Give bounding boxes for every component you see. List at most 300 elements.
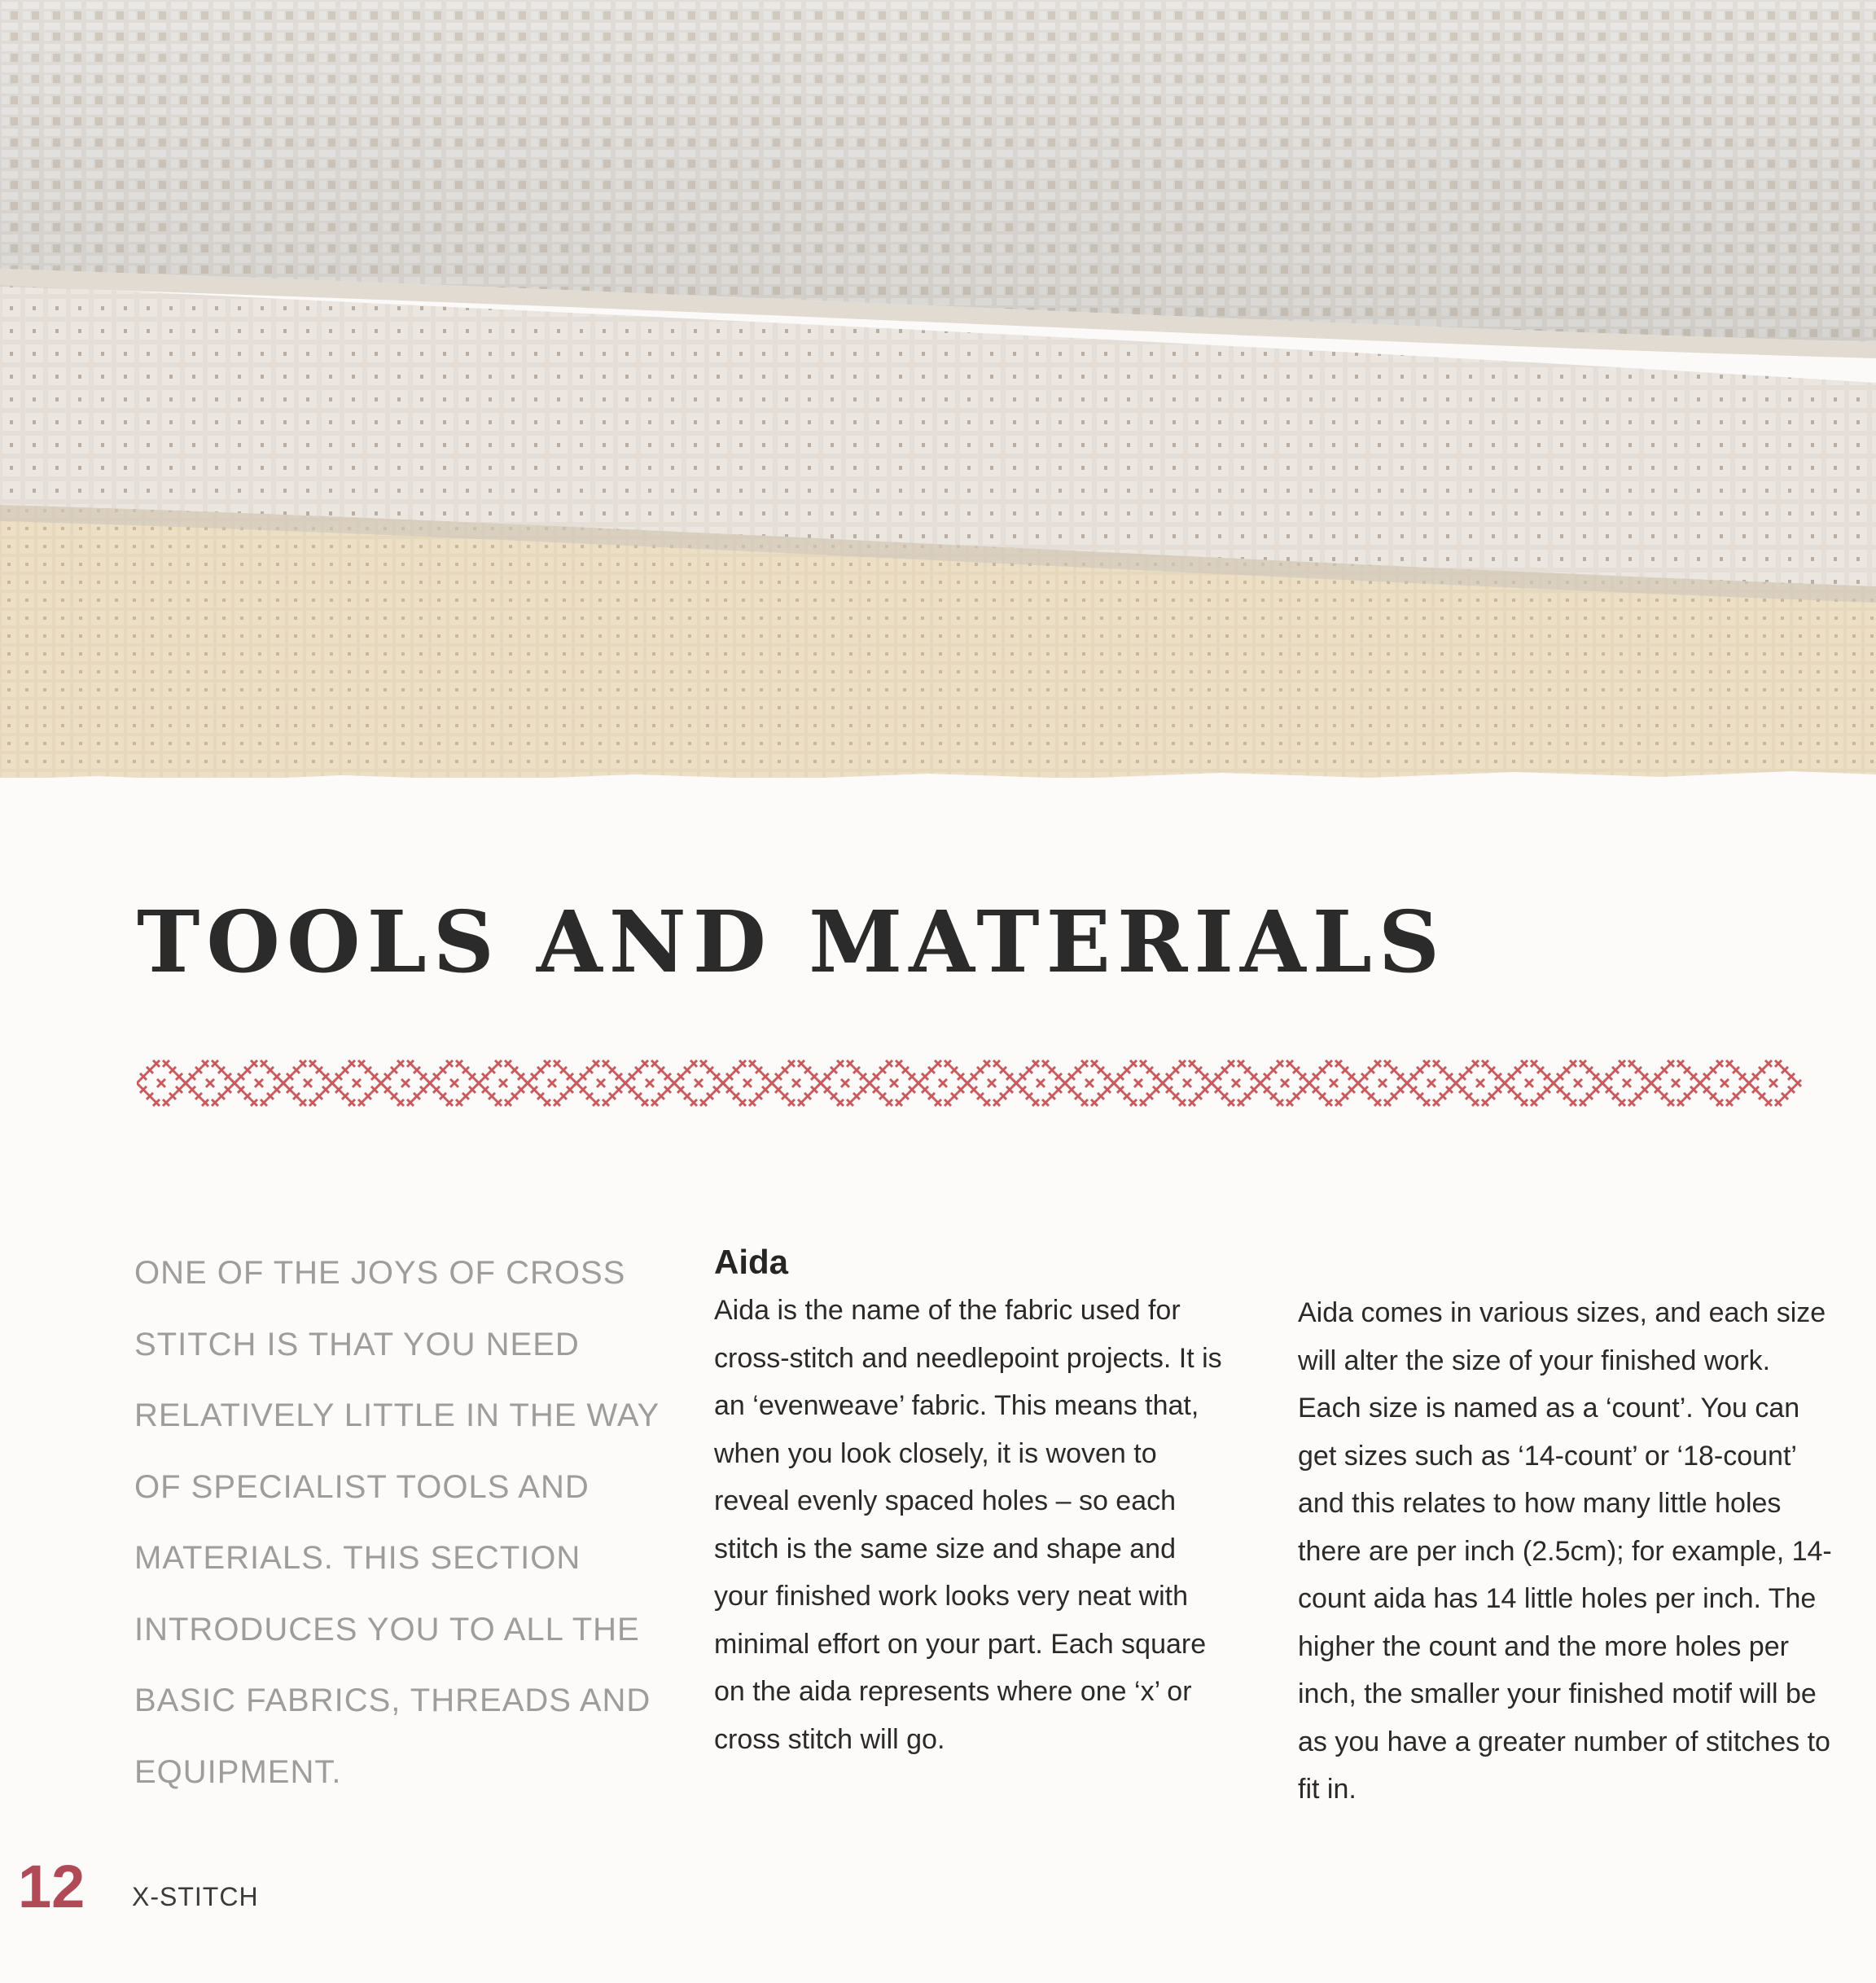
stitch-mark xyxy=(531,1086,537,1093)
stitch-mark xyxy=(1710,1067,1716,1073)
stitch-mark xyxy=(609,1093,616,1099)
stitch-mark xyxy=(202,1060,208,1067)
stitch-mark xyxy=(322,1086,329,1093)
stitch-mark xyxy=(658,1093,664,1099)
stitch-mark xyxy=(603,1060,609,1067)
stitch-mark xyxy=(482,1073,489,1080)
stitch-mark xyxy=(365,1067,371,1073)
stitch-mark xyxy=(1544,1073,1550,1080)
stitch-mark xyxy=(287,1073,293,1080)
stitch-mark xyxy=(1075,1067,1081,1073)
stitch-mark xyxy=(720,1080,726,1086)
stitch-mark xyxy=(909,1086,915,1093)
stitch-mark xyxy=(609,1067,616,1073)
stitch-mark xyxy=(622,1080,629,1086)
stitch-mark xyxy=(1628,1060,1635,1067)
stitch-mark xyxy=(1795,1080,1801,1086)
stitch-mark xyxy=(671,1080,677,1086)
stitch-mark xyxy=(971,1086,977,1093)
stitch-mark xyxy=(684,1067,690,1073)
stitch-mark xyxy=(586,1093,593,1099)
stitch-mark xyxy=(1690,1086,1697,1093)
stitch-mark xyxy=(646,1079,654,1087)
stitch-mark xyxy=(1221,1067,1228,1073)
stitch-mark xyxy=(1570,1099,1576,1106)
stitch-mark xyxy=(300,1099,306,1106)
stitch-mark xyxy=(945,1099,951,1106)
stitch-mark xyxy=(664,1073,671,1080)
stitch-mark xyxy=(1068,1073,1075,1080)
stitch-mark xyxy=(1032,1099,1039,1106)
stitch-mark xyxy=(726,1086,733,1093)
stitch-mark xyxy=(462,1093,469,1099)
stitch-mark xyxy=(212,1099,218,1106)
stitch-mark xyxy=(1586,1067,1593,1073)
stitch-mark xyxy=(593,1099,599,1106)
stitch-mark xyxy=(1006,1086,1013,1093)
stitch-mark xyxy=(397,1060,404,1067)
stitch-mark xyxy=(1655,1086,1661,1093)
stitch-mark xyxy=(586,1067,593,1073)
stitch-mark xyxy=(1391,1093,1397,1099)
stitch-mark xyxy=(537,1093,544,1099)
stitch-mark xyxy=(690,1099,697,1106)
stitch-mark xyxy=(1081,1060,1088,1067)
stitch-mark xyxy=(792,1079,800,1087)
stitch-mark xyxy=(1733,1067,1739,1073)
stitch-mark xyxy=(1635,1093,1642,1099)
stitch-mark xyxy=(251,1099,257,1106)
stitch-mark xyxy=(1397,1086,1404,1093)
stitch-mark xyxy=(1391,1067,1397,1073)
stitch-mark xyxy=(1342,1093,1348,1099)
stitch-mark xyxy=(1159,1080,1166,1086)
stitch-mark xyxy=(1244,1093,1251,1099)
stitch-mark xyxy=(1068,1086,1075,1093)
section-paragraph-1: Aida is the name of the fabric used for cross-stitch and needlepoint projects. It is an ‘evenweave’ fabric. This means that, when you look closely, it is woven to reveal evenly spaced holes – so each stitch is the same size and shape and your finished work looks very neat with minimal effort on your part. Each square on the aida represents where one ‘x’ or cross stitch will go. xyxy=(714,1295,1222,1755)
stitch-mark xyxy=(147,1067,153,1073)
stitch-mark xyxy=(316,1093,322,1099)
stitch-mark xyxy=(831,1093,837,1099)
stitch-mark xyxy=(860,1086,866,1093)
stitch-mark xyxy=(988,1079,996,1087)
stitch-mark xyxy=(1124,1067,1130,1073)
stitch-mark xyxy=(811,1073,817,1080)
stitch-mark xyxy=(629,1073,635,1080)
stitch-mark xyxy=(495,1060,502,1067)
stitch-mark xyxy=(1384,1099,1391,1106)
stitch-mark xyxy=(244,1067,251,1073)
stitch-mark xyxy=(1684,1093,1690,1099)
stitch-mark xyxy=(939,1079,947,1087)
stitch-mark xyxy=(958,1086,964,1093)
stitch-mark xyxy=(1326,1099,1332,1106)
stitch-mark xyxy=(1739,1073,1746,1080)
stitch-mark xyxy=(469,1086,476,1093)
stitch-mark xyxy=(1593,1086,1599,1093)
stitch-mark xyxy=(1202,1086,1208,1093)
stitch-mark xyxy=(1759,1093,1765,1099)
stitch-mark xyxy=(1739,1086,1746,1093)
stitch-mark xyxy=(524,1080,531,1086)
stitch-mark xyxy=(1326,1060,1332,1067)
stitch-mark xyxy=(1501,1080,1508,1086)
stitch-mark xyxy=(206,1079,214,1087)
stitch-mark xyxy=(935,1099,941,1106)
stitch-mark xyxy=(1521,1060,1528,1067)
stitch-mark xyxy=(945,1060,951,1067)
section-heading: Aida xyxy=(714,1243,789,1281)
stitch-mark xyxy=(1788,1086,1795,1093)
stitch-mark xyxy=(1690,1073,1697,1080)
stitch-mark xyxy=(726,1073,733,1080)
stitch-mark xyxy=(137,1080,140,1086)
stitch-mark xyxy=(1179,1099,1186,1106)
stitch-mark xyxy=(140,1086,147,1093)
stitch-mark xyxy=(1466,1093,1472,1099)
stitch-mark xyxy=(384,1073,391,1080)
stitch-mark xyxy=(1423,1099,1430,1106)
stitch-mark xyxy=(1427,1079,1435,1087)
stitch-mark xyxy=(476,1080,482,1086)
stitch-mark xyxy=(1124,1093,1130,1099)
stitch-mark xyxy=(322,1073,329,1080)
stitch-mark xyxy=(1244,1067,1251,1073)
stitch-mark xyxy=(804,1067,811,1073)
stitch-mark xyxy=(1384,1060,1391,1067)
stitch-mark xyxy=(853,1067,860,1073)
stitch-mark xyxy=(739,1099,746,1106)
stitch-mark xyxy=(1459,1073,1466,1080)
page-number: 12 xyxy=(18,1853,85,1920)
stitch-mark xyxy=(896,1060,902,1067)
stitch-mark xyxy=(537,1067,544,1073)
aida-column-1 xyxy=(714,1238,1235,1763)
stitch-mark xyxy=(1404,1080,1410,1086)
stitch-mark xyxy=(1000,1093,1006,1099)
stitch-mark xyxy=(287,1086,293,1093)
stitch-mark xyxy=(238,1073,244,1080)
stitch-mark xyxy=(371,1073,378,1080)
stitch-mark xyxy=(316,1067,322,1073)
stitch-mark xyxy=(358,1099,365,1106)
stitch-mark xyxy=(1446,1086,1453,1093)
stitch-mark xyxy=(456,1099,462,1106)
stitch-mark xyxy=(1668,1060,1674,1067)
stitch-mark xyxy=(824,1073,831,1080)
stitch-mark xyxy=(1586,1093,1593,1099)
stitch-mark xyxy=(817,1080,824,1086)
stitch-mark xyxy=(378,1080,384,1086)
stitch-mark xyxy=(1228,1060,1234,1067)
stitch-mark xyxy=(831,1067,837,1073)
stitch-mark xyxy=(169,1093,176,1099)
stitch-mark xyxy=(293,1067,300,1073)
stitch-mark xyxy=(1710,1093,1716,1099)
stitch-mark xyxy=(202,1099,208,1106)
stitch-mark xyxy=(837,1099,844,1106)
stitch-mark xyxy=(195,1093,202,1099)
stitch-mark xyxy=(651,1099,658,1106)
stitch-mark xyxy=(1482,1060,1488,1067)
stitch-mark xyxy=(1525,1079,1533,1087)
stitch-mark xyxy=(358,1060,365,1067)
stitch-mark xyxy=(1580,1060,1586,1067)
stitch-mark xyxy=(707,1093,713,1099)
stitch-mark xyxy=(1348,1073,1355,1080)
stitch-mark xyxy=(495,1099,502,1106)
stitch-mark xyxy=(1703,1086,1710,1093)
stitch-mark xyxy=(1166,1073,1172,1080)
stitch-mark xyxy=(261,1060,267,1067)
stitch-mark xyxy=(902,1067,909,1073)
stitch-mark xyxy=(1111,1080,1117,1086)
stitch-mark xyxy=(824,1086,831,1093)
stitch-mark xyxy=(1140,1099,1146,1106)
stitch-mark xyxy=(518,1073,524,1080)
stitch-mark xyxy=(462,1067,469,1073)
stitch-mark xyxy=(407,1099,414,1106)
stitch-mark xyxy=(847,1099,853,1106)
stitch-mark xyxy=(251,1060,257,1067)
stitch-mark xyxy=(928,1067,935,1073)
stitch-mark xyxy=(1446,1073,1453,1080)
stitch-mark xyxy=(1466,1067,1472,1073)
stitch-mark xyxy=(1648,1080,1655,1086)
stitch-mark xyxy=(603,1099,609,1106)
stitch-mark xyxy=(756,1093,762,1099)
stitch-mark xyxy=(1677,1099,1684,1106)
stitch-mark xyxy=(489,1067,495,1073)
stitch-mark xyxy=(713,1073,720,1080)
stitch-mark xyxy=(841,1079,849,1087)
stitch-mark xyxy=(873,1086,879,1093)
stitch-mark xyxy=(499,1079,507,1087)
stitch-mark xyxy=(1075,1093,1081,1099)
stitch-mark xyxy=(1619,1099,1625,1106)
stitch-mark xyxy=(1042,1099,1049,1106)
stitch-mark xyxy=(189,1073,195,1080)
stitch-mark xyxy=(1293,1093,1300,1099)
stitch-mark xyxy=(1703,1073,1710,1080)
stitch-mark xyxy=(664,1086,671,1093)
stitch-mark xyxy=(1130,1060,1137,1067)
stitch-mark xyxy=(804,1093,811,1099)
fabric-photo-illustration xyxy=(0,0,1876,814)
stitch-mark xyxy=(580,1086,586,1093)
stitch-mark xyxy=(597,1079,605,1087)
stitch-mark xyxy=(580,1073,586,1080)
stitch-mark xyxy=(700,1060,707,1067)
stitch-mark xyxy=(1472,1060,1479,1067)
stitch-mark xyxy=(811,1086,817,1093)
stitch-mark xyxy=(1752,1086,1759,1093)
stitch-mark xyxy=(450,1079,458,1087)
stitch-mark xyxy=(147,1093,153,1099)
stitch-mark xyxy=(873,1073,879,1080)
stitch-mark xyxy=(743,1079,752,1087)
stitch-mark xyxy=(1521,1099,1528,1106)
stitch-mark xyxy=(505,1060,511,1067)
stitch-mark xyxy=(1313,1073,1319,1080)
stitch-mark xyxy=(635,1067,642,1073)
stitch-mark xyxy=(1655,1073,1661,1080)
stitch-mark xyxy=(1091,1060,1098,1067)
stitch-mark xyxy=(1286,1099,1293,1106)
stitch-mark xyxy=(775,1073,782,1080)
stitch-mark xyxy=(1238,1060,1244,1067)
stitch-mark xyxy=(1746,1080,1752,1086)
stitch-mark xyxy=(1684,1067,1690,1073)
stitch-mark xyxy=(837,1060,844,1067)
stitch-mark xyxy=(977,1093,984,1099)
stitch-mark xyxy=(1172,1067,1179,1073)
stitch-mark xyxy=(1433,1060,1440,1067)
stitch-mark xyxy=(1668,1099,1674,1106)
stitch-mark xyxy=(1531,1060,1537,1067)
fabric-photo xyxy=(0,0,1876,814)
stitch-mark xyxy=(1062,1080,1068,1086)
stitch-mark xyxy=(353,1079,361,1087)
stitch-mark xyxy=(560,1093,567,1099)
stitch-mark xyxy=(886,1060,892,1067)
stitch-mark xyxy=(1599,1080,1606,1086)
stitch-mark xyxy=(1055,1073,1062,1080)
aida-column-2 xyxy=(1298,1289,1835,1814)
stitch-mark xyxy=(886,1099,892,1106)
stitch-mark xyxy=(267,1093,274,1099)
stitch-mark xyxy=(1251,1086,1257,1093)
stitch-mark xyxy=(348,1060,355,1067)
stitch-mark xyxy=(244,1093,251,1099)
stitch-mark xyxy=(922,1086,928,1093)
stitch-mark xyxy=(1146,1067,1153,1073)
stitch-mark xyxy=(1335,1060,1342,1067)
intro-text: ONE OF THE JOYS OF CROSS STITCH IS THAT YOU NEED RELATIVELY LITTLE IN THE WAY OF SPECIALIST TOOLS AND MATERIALS. THIS SECTION INTRODUCES YOU TO ALL THE BASIC FABRICS, THREADS AND EQUIPMENT. xyxy=(134,1255,660,1790)
stitch-mark xyxy=(176,1073,182,1080)
stitch-mark xyxy=(1635,1067,1642,1073)
stitch-mark xyxy=(707,1067,713,1073)
stitch-mark xyxy=(1081,1099,1088,1106)
stitch-mark xyxy=(1716,1060,1723,1067)
stitch-mark xyxy=(309,1060,316,1067)
stitch-mark xyxy=(1550,1080,1557,1086)
stitch-mark xyxy=(300,1060,306,1067)
stitch-mark xyxy=(238,1086,244,1093)
stitch-mark xyxy=(261,1099,267,1106)
stitch-mark xyxy=(414,1093,420,1099)
stitch-mark xyxy=(1042,1060,1049,1067)
stitch-mark xyxy=(1208,1080,1215,1086)
stitch-mark xyxy=(1514,1093,1521,1099)
stitch-mark xyxy=(1104,1073,1111,1080)
stitch-mark xyxy=(189,1086,195,1093)
cross-stitch-border xyxy=(137,1059,1824,1108)
stitch-mark xyxy=(1195,1093,1202,1099)
stitch-mark xyxy=(1342,1067,1348,1073)
stitch-mark xyxy=(1251,1073,1257,1080)
stitch-mark xyxy=(1055,1086,1062,1093)
stitch-mark xyxy=(1472,1099,1479,1106)
stitch-mark xyxy=(1037,1079,1045,1087)
stitch-mark xyxy=(1410,1073,1417,1080)
stitch-mark xyxy=(1642,1086,1648,1093)
stitch-mark xyxy=(384,1086,391,1093)
stitch-mark xyxy=(212,1060,218,1067)
stitch-mark xyxy=(1557,1086,1563,1093)
stitch-mark xyxy=(407,1060,414,1067)
stitch-mark xyxy=(1264,1073,1270,1080)
stitch-mark xyxy=(225,1073,231,1080)
stitch-mark xyxy=(984,1099,990,1106)
stitch-mark xyxy=(958,1073,964,1080)
stitch-mark xyxy=(993,1099,1000,1106)
stitch-mark xyxy=(1361,1086,1368,1093)
stitch-mark xyxy=(1117,1086,1124,1093)
stitch-mark xyxy=(1104,1086,1111,1093)
stitch-mark xyxy=(993,1060,1000,1067)
stitch-mark xyxy=(560,1067,567,1073)
stitch-mark xyxy=(984,1060,990,1067)
stitch-mark xyxy=(1677,1060,1684,1067)
stitch-mark xyxy=(964,1080,971,1086)
stitch-mark xyxy=(762,1086,769,1093)
stitch-mark xyxy=(1000,1067,1006,1073)
stitch-mark xyxy=(1313,1086,1319,1093)
stitch-mark xyxy=(1368,1093,1374,1099)
stitch-mark xyxy=(548,1079,556,1087)
stitch-mark xyxy=(922,1073,928,1080)
stitch-mark xyxy=(169,1067,176,1073)
stitch-mark xyxy=(1593,1073,1599,1080)
stitch-mark xyxy=(1085,1079,1094,1087)
stitch-mark xyxy=(1019,1086,1026,1093)
stitch-mark xyxy=(879,1093,886,1099)
stitch-mark xyxy=(749,1060,756,1067)
stitch-mark xyxy=(1183,1079,1191,1087)
stitch-mark xyxy=(1374,1060,1381,1067)
stitch-mark xyxy=(1765,1060,1772,1067)
stitch-mark xyxy=(1098,1067,1104,1073)
stitch-mark xyxy=(1476,1079,1484,1087)
stitch-mark xyxy=(1117,1073,1124,1080)
stitch-mark xyxy=(951,1067,958,1073)
stitch-mark xyxy=(1628,1099,1635,1106)
stitch-mark xyxy=(1606,1073,1612,1080)
stitch-mark xyxy=(1286,1060,1293,1067)
stitch-mark xyxy=(853,1093,860,1099)
stitch-mark xyxy=(1537,1067,1544,1073)
stitch-mark xyxy=(456,1060,462,1067)
stitch-mark xyxy=(182,1080,189,1086)
stitch-mark xyxy=(1410,1086,1417,1093)
stitch-mark xyxy=(1300,1073,1306,1080)
stitch-mark xyxy=(635,1093,642,1099)
running-title: X-STITCH xyxy=(132,1882,259,1911)
stitch-mark xyxy=(1459,1086,1466,1093)
stitch-mark xyxy=(440,1067,446,1073)
stitch-mark xyxy=(1733,1093,1739,1099)
stitch-mark xyxy=(1514,1067,1521,1073)
stitch-mark xyxy=(518,1086,524,1093)
stitch-mark xyxy=(1319,1093,1326,1099)
stitch-mark xyxy=(909,1073,915,1080)
stitch-mark xyxy=(1140,1060,1146,1067)
stitch-mark xyxy=(1032,1060,1039,1067)
stitch-mark xyxy=(798,1099,804,1106)
stitch-mark xyxy=(433,1086,440,1093)
stitch-mark xyxy=(1495,1073,1501,1080)
